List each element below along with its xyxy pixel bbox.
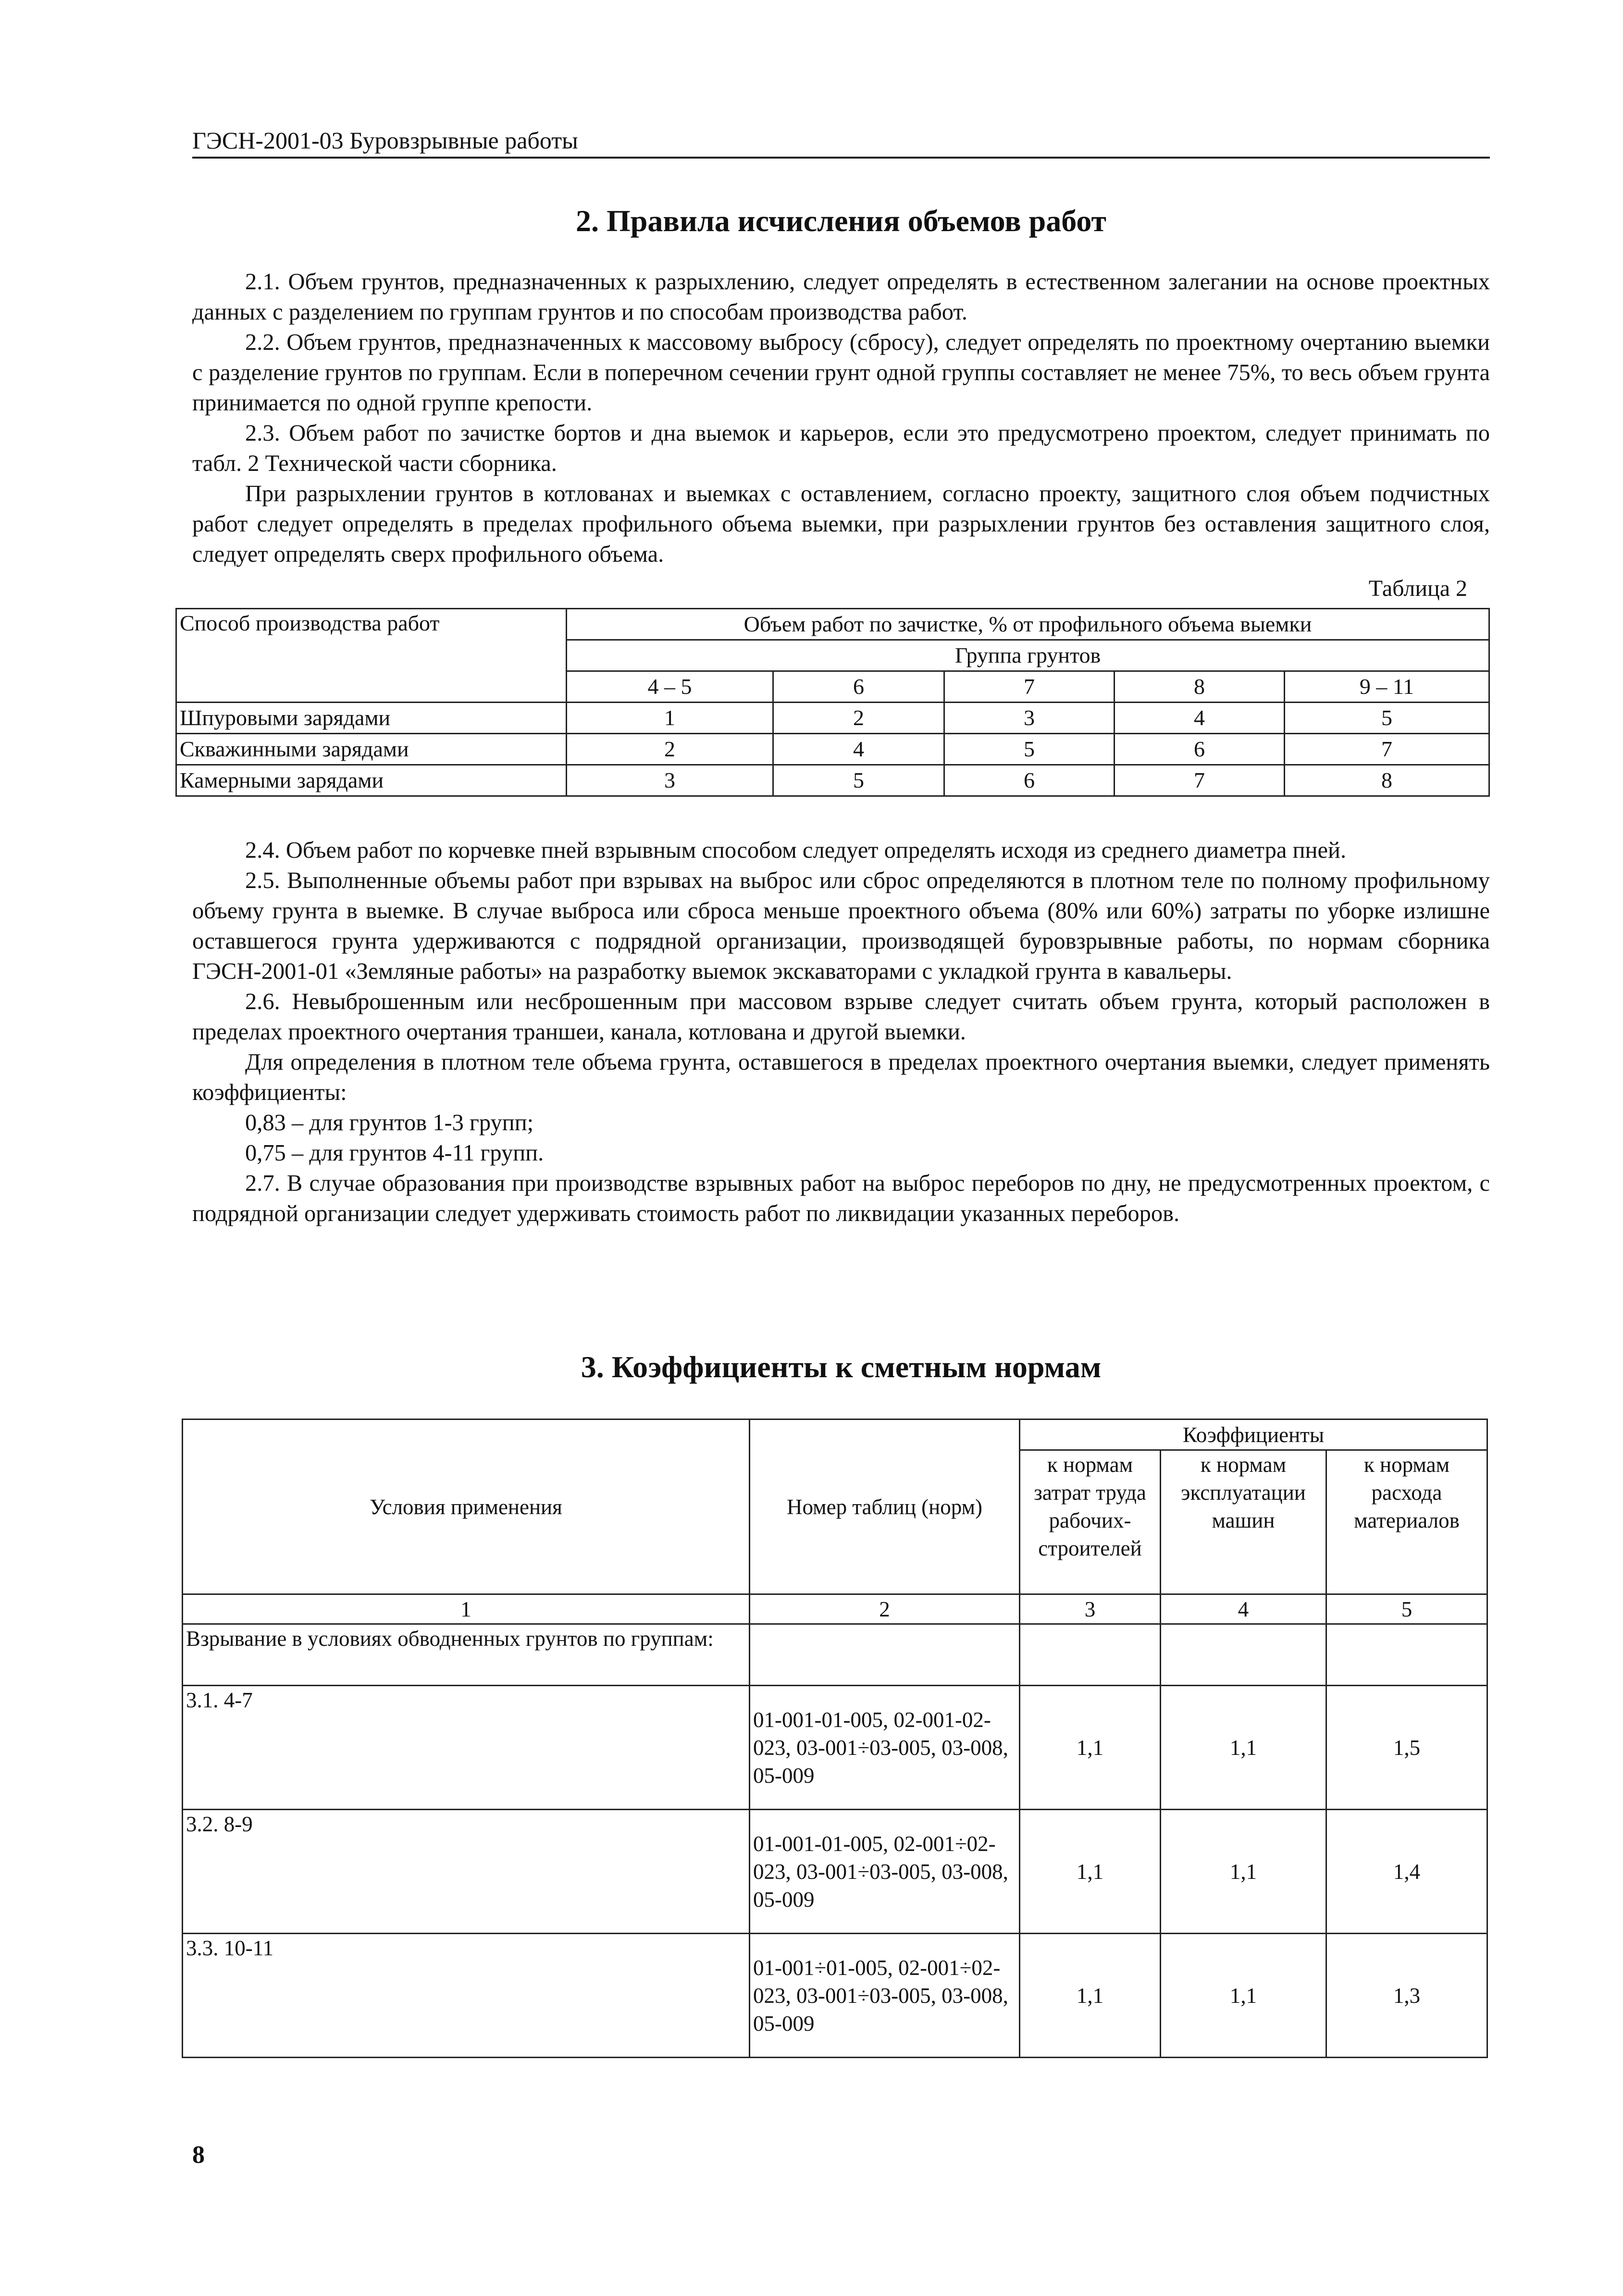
table-2-caption: Таблица 2	[1368, 576, 1467, 601]
table-2-value-cell: 2	[773, 703, 944, 734]
table-3-header-materials: к нормам расхода материалов	[1326, 1450, 1487, 1594]
table-3-column-number: 1	[183, 1594, 750, 1624]
table-3-column-number: 4	[1161, 1594, 1326, 1624]
table-2-method-cell: Шпуровыми зарядами	[176, 703, 567, 734]
table-2-group-cell: 9 – 11	[1285, 671, 1489, 703]
table-3-machines-cell: 1,1	[1161, 1686, 1326, 1810]
table-3-labor-cell: 1,1	[1020, 1810, 1161, 1934]
table-3-condition-cell: 3.1. 4-7	[183, 1686, 750, 1810]
section-2-body	[192, 267, 1490, 569]
paragraph-2-6: 2.6. Невыброшенным или несброшенным при массовом взрыве следует считать объем грунта, который расположен в пределах проектного очертания траншеи, канала, котлована и другой выемки.	[192, 989, 1490, 1045]
table-row	[183, 1810, 1487, 1934]
table-2-value-cell: 6	[1115, 734, 1285, 765]
table-2-value-cell: 8	[1285, 765, 1489, 796]
table-3-condition-cell: 3.3. 10-11	[183, 1934, 750, 2058]
table-3-machines-cell: 1,1	[1161, 1934, 1326, 2058]
table-2-group-cell: 6	[773, 671, 944, 703]
table-2-method-cell: Скважинными зарядами	[176, 734, 567, 765]
table-3-column-number: 5	[1326, 1594, 1487, 1624]
table-3-tables-cell: 01-001-01-005, 02-001÷02-023, 03-001÷03-005, 03-008, 05-009	[750, 1810, 1020, 1934]
table-3-group-title: Взрывание в условиях обводненных грунтов по группам:	[183, 1624, 750, 1686]
table-row	[183, 1686, 1487, 1810]
table-3	[182, 1419, 1488, 2058]
table-3-materials-cell: 1,3	[1326, 1934, 1487, 2058]
table-row	[176, 734, 1489, 765]
table-row	[183, 1934, 1487, 2058]
table-2-value-cell: 7	[1285, 734, 1489, 765]
paragraph-2-6-note: Для определения в плотном теле объема грунта, оставшегося в пределах проектного очертания выемки, следует применять коэффициенты:	[192, 1049, 1490, 1105]
table-3-materials-cell: 1,5	[1326, 1686, 1487, 1810]
coefficient-line-1: 0,83 – для грунтов 1-3 групп;	[245, 1110, 534, 1136]
table-2-group-cell: 8	[1115, 671, 1285, 703]
table-2	[175, 608, 1490, 797]
table-2-value-cell: 3	[944, 703, 1115, 734]
table-row	[176, 765, 1489, 796]
page-number: 8	[192, 2141, 205, 2169]
table-2-header-volume: Объем работ по зачистке, % от профильного объема выемки	[567, 609, 1489, 640]
table-2-value-cell: 5	[1285, 703, 1489, 734]
table-2-value-cell: 4	[1115, 703, 1285, 734]
paragraph-2-2: 2.2. Объем грунтов, предназначенных к массовому выбросу (сбросу), следует определять по проектному очертанию выемки с разделение грунтов по группам. Если в поперечном сечении грунт одной группы составляет не менее 75%, то весь объем грунта принимается по одной группе крепости.	[192, 330, 1490, 416]
table-3-condition-cell: 3.2. 8-9	[183, 1810, 750, 1934]
table-2-value-cell: 1	[567, 703, 773, 734]
table-3-labor-cell: 1,1	[1020, 1934, 1161, 2058]
table-2-value-cell: 3	[567, 765, 773, 796]
table-3-column-number: 3	[1020, 1594, 1161, 1624]
section-2-continued-body	[192, 835, 1490, 1229]
paragraph-2-3-note: При разрыхлении грунтов в котлованах и выемках с оставлением, согласно проекту, защитного слоя объем подчистных работ следует определять в пределах профильного объема выемки, при разрыхлении грунтов без оставления защитного слоя, следует определять сверх профильного объема.	[192, 481, 1490, 567]
table-3-machines-cell: 1,1	[1161, 1810, 1326, 1934]
paragraph-2-1: 2.1. Объем грунтов, предназначенных к разрыхлению, следует определять в естественном залегании на основе проектных данных с разделением по группам грунтов и по способам производства работ.	[192, 269, 1490, 325]
table-3-column-number: 2	[750, 1594, 1020, 1624]
table-3-materials-cell: 1,4	[1326, 1810, 1487, 1934]
table-3-tables-cell: 01-001-01-005, 02-001-02-023, 03-001÷03-005, 03-008, 05-009	[750, 1686, 1020, 1810]
table-row	[176, 703, 1489, 734]
table-2-value-cell: 4	[773, 734, 944, 765]
section-3-title: 3. Коэффициенты к сметным нормам	[581, 1350, 1102, 1384]
section-2-title: 2. Правила исчисления объемов работ	[576, 204, 1106, 238]
table-3-header-coefficients: Коэффициенты	[1020, 1420, 1487, 1450]
table-3-header-tables: Номер таблиц (норм)	[750, 1420, 1020, 1594]
table-2-value-cell: 5	[773, 765, 944, 796]
table-3-labor-cell: 1,1	[1020, 1686, 1161, 1810]
table-2-value-cell: 5	[944, 734, 1115, 765]
table-2-header-group: Группа грунтов	[567, 640, 1489, 671]
table-2-value-cell: 7	[1115, 765, 1285, 796]
table-2-group-cell: 7	[944, 671, 1115, 703]
paragraph-2-3: 2.3. Объем работ по зачистке бортов и дна выемок и карьеров, если это предусмотрено проектом, следует принимать по табл. 2 Технической части сборника.	[192, 420, 1490, 476]
table-2-group-cell: 4 – 5	[567, 671, 773, 703]
paragraph-2-7: 2.7. В случае образования при производстве взрывных работ на выброс переборов по дну, не предусмотренных проектом, с подрядной организации следует удерживать стоимость работ по ликвидации указанных переборов.	[192, 1171, 1490, 1226]
running-head: ГЭСН-2001-03 Буровзрывные работы	[192, 126, 1490, 159]
table-3-header-machines: к нормам эксплуатации машин	[1161, 1450, 1326, 1594]
table-3-tables-cell: 01-001÷01-005, 02-001÷02-023, 03-001÷03-005, 03-008, 05-009	[750, 1934, 1020, 2058]
paragraph-2-4: 2.4. Объем работ по корчевке пней взрывным способом следует определять исходя из среднего диаметра пней.	[245, 838, 1347, 863]
table-2-method-cell: Камерными зарядами	[176, 765, 567, 796]
coefficient-line-2: 0,75 – для грунтов 4-11 групп.	[245, 1140, 544, 1166]
table-2-value-cell: 6	[944, 765, 1115, 796]
paragraph-2-5: 2.5. Выполненные объемы работ при взрывах на выброс или сброс определяются в плотном теле по полному профильному объему грунта в выемке. В случае выброса или сброса меньше проектного объема (80% или 60%) затраты по уборке излишне оставшегося грунта удерживаются с подрядной организации, производящей буровзрывные работы, по нормам сборника ГЭСН-2001-01 «Земляные работы» на разработку выемок экскаваторами с укладкой грунта в кавальеры.	[192, 868, 1490, 984]
table-3-header-conditions: Условия применения	[183, 1420, 750, 1594]
table-2-value-cell: 2	[567, 734, 773, 765]
table-2-header-method: Способ производства работ	[176, 609, 567, 703]
table-3-header-labor: к нормам затрат труда рабочих-строителей	[1020, 1450, 1161, 1594]
